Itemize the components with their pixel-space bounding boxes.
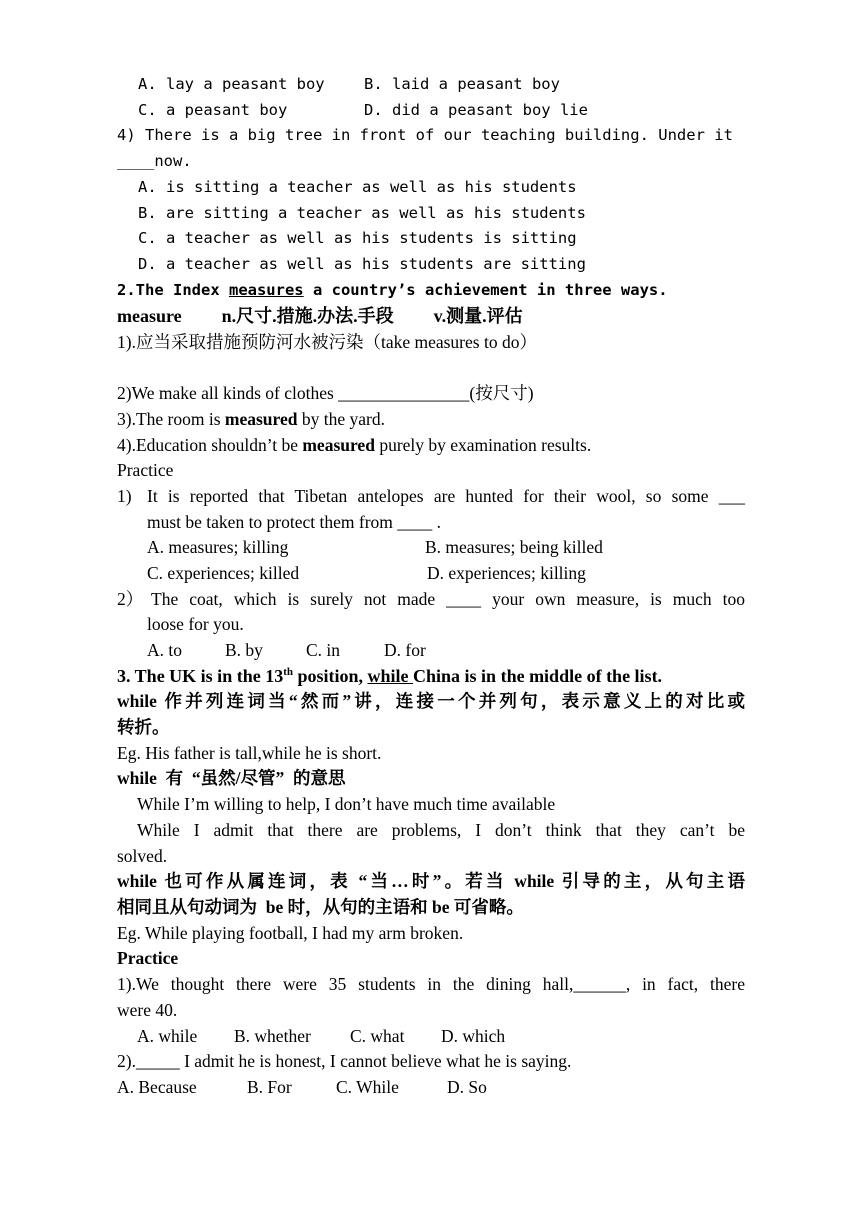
section3-q1-option-d: D. which xyxy=(441,1026,506,1046)
while-explanation-3-line2: 相同且从句动词为 be 时，从句的主语和 be 可省略。 xyxy=(117,897,524,917)
practice2-number: 2） xyxy=(117,589,144,609)
measure-example-3: 3).The room is measured by the yard. xyxy=(117,409,385,429)
while-explanation-2: while 有 “虽然/尽管” 的意思 xyxy=(117,768,346,788)
practice1-option-d: D. experiences; killing xyxy=(427,563,586,583)
while-explanation-1-line2: 转折。 xyxy=(117,717,170,737)
q4-option-b: B. are sitting a teacher as well as his students xyxy=(138,204,586,222)
practice1-option-a: A. measures; killing xyxy=(147,537,289,557)
section3-q2-option-a: A. Because xyxy=(117,1077,197,1097)
practice1-option-b: B. measures; being killed xyxy=(425,537,603,557)
measure-example-2: 2)We make all kinds of clothes _______________(按尺寸) xyxy=(117,383,534,403)
practice2-line1: The coat, which is surely not made ____ your own measure, is much too xyxy=(151,589,745,609)
practice1-option-c: C. experiences; killed xyxy=(147,563,300,583)
section3-q1-option-c: C. what xyxy=(350,1026,405,1046)
practice2-line2: loose for you. xyxy=(147,614,244,634)
practice-heading-2: Practice xyxy=(117,948,179,968)
measure-definition: measure n.尺寸.措施.办法.手段 v.测量.评估 xyxy=(117,306,523,326)
section2-title: 2.The Index measures a country’s achievement in three ways. xyxy=(117,281,668,299)
practice2-option-b: B. by xyxy=(225,640,263,660)
practice2-option-a: A. to xyxy=(147,640,182,660)
section3-q2-option-b: B. For xyxy=(247,1077,292,1097)
q3-option-a: A. lay a peasant boy xyxy=(138,75,325,93)
q4-stem-line2: ____now. xyxy=(117,152,192,170)
while-example-3-line1: While I admit that there are problems, I don’t think that they can’t be xyxy=(137,820,745,840)
keyword-measures: measures xyxy=(228,281,304,299)
q4-stem-line1: 4) There is a big tree in front of our teaching building. Under it xyxy=(117,126,733,144)
q3-option-b: B. laid a peasant boy xyxy=(364,75,560,93)
q3-option-d: D. did a peasant boy lie xyxy=(364,101,588,119)
while-explanation-3-line1: while 也可作从属连词，表 “当…时”。若当 while 引导的主，从句主语 xyxy=(117,871,745,891)
practice2-option-c: C. in xyxy=(306,640,341,660)
q3-option-c: C. a peasant boy xyxy=(138,101,288,119)
practice2-option-d: D. for xyxy=(384,640,426,660)
practice1-line1: It is reported that Tibetan antelopes are hunted for their wool, so some ___ xyxy=(147,486,745,506)
section3-q2: 2)._____ I admit he is honest, I cannot believe what he is saying. xyxy=(117,1051,572,1071)
practice1-number: 1) xyxy=(117,486,132,506)
section3-q1-option-a: A. while xyxy=(137,1026,198,1046)
practice-heading: Practice xyxy=(117,460,174,480)
practice1-line2: must be taken to protect them from ____ . xyxy=(147,512,442,532)
while-example-4: Eg. While playing football, I had my arm broken. xyxy=(117,923,464,943)
q4-option-d: D. a teacher as well as his students are sitting xyxy=(138,255,586,273)
section3-q1-option-b: B. whether xyxy=(234,1026,311,1046)
measure-example-4: 4).Education shouldn’t be measured purely by examination results. xyxy=(117,435,592,455)
while-explanation-1-line1: while 作并列连词当“然而”讲，连接一个并列句，表示意义上的对比或 xyxy=(117,691,745,711)
while-example-2: While I’m willing to help, I don’t have much time available xyxy=(137,794,556,814)
keyword-while: while xyxy=(367,666,414,686)
section3-q2-option-d: D. So xyxy=(447,1077,487,1097)
q4-option-c: C. a teacher as well as his students is sitting xyxy=(138,229,577,247)
section3-title: 3. The UK is in the 13th position, while China is in the middle of the list. xyxy=(117,666,663,686)
section3-q2-option-c: C. While xyxy=(336,1077,399,1097)
while-example-3-line2: solved. xyxy=(117,846,168,866)
q4-option-a: A. is sitting a teacher as well as his students xyxy=(138,178,577,196)
section3-q1-line1: 1).We thought there were 35 students in the dining hall,______, in fact, there xyxy=(117,974,745,994)
measure-example-1: 1).应当采取措施预防河水被污染（take measures to do） xyxy=(117,332,537,352)
while-example-1: Eg. His father is tall,while he is short. xyxy=(117,743,382,763)
section3-q1-line2: were 40. xyxy=(117,1000,178,1020)
